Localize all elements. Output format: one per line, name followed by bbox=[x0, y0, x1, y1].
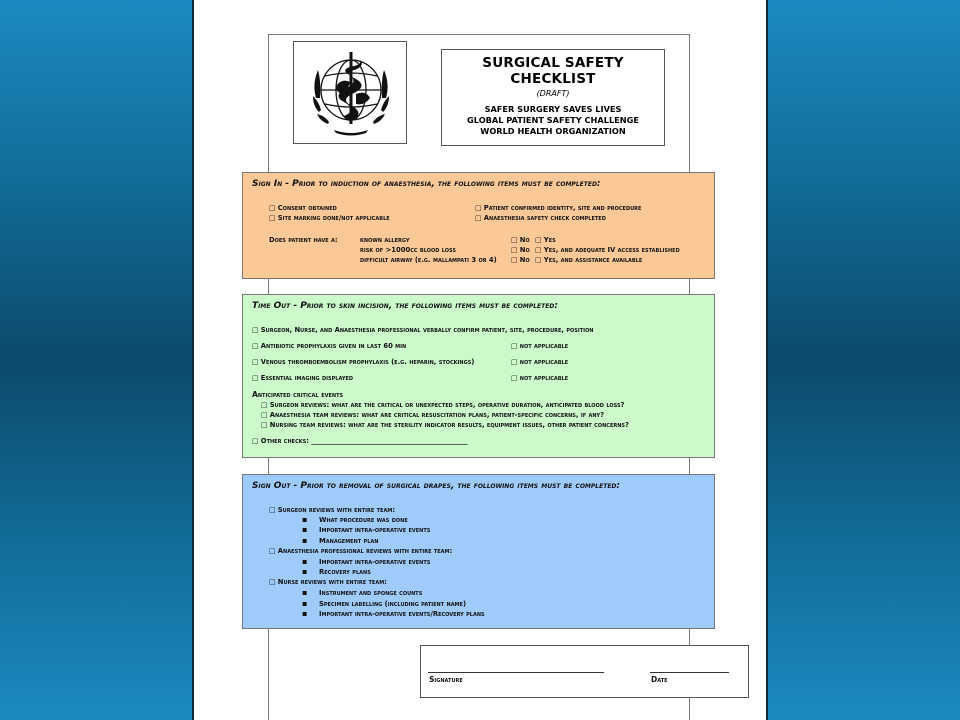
checkbox-item[interactable]: □ Venous thromboembolism prophylaxis (e.g. heparin, stockings) bbox=[252, 358, 475, 366]
checkbox-item[interactable]: □ Anaesthesia professional reviews with entire team: bbox=[269, 547, 453, 555]
bullet-icon: ▪ bbox=[302, 525, 308, 534]
list-item: Management plan bbox=[319, 537, 379, 545]
bullet-icon: ▪ bbox=[302, 567, 308, 576]
not-applicable-option[interactable]: □ not applicable bbox=[511, 358, 569, 366]
list-item: Important intra-operative events bbox=[319, 526, 431, 534]
list-item: Recovery plans bbox=[319, 568, 371, 576]
condition-label: difficult airway (e.g. mallampati 3 or 4) bbox=[360, 256, 497, 264]
emblem-box bbox=[293, 41, 407, 144]
sign-out-title: Sign Out - Prior to removal of surgical drapes, the following items must be completed: bbox=[252, 481, 620, 491]
not-applicable-option[interactable]: □ not applicable bbox=[511, 374, 569, 382]
checkbox-item[interactable]: □ Anaesthesia team reviews: what are critical resuscitation plans, patient-specific concerns, if any? bbox=[261, 411, 605, 419]
question-label: Does patient have a: bbox=[269, 236, 338, 244]
events-heading: Anticipated critical events bbox=[252, 390, 344, 399]
list-item: What procedure was done bbox=[319, 516, 408, 524]
checkbox-item[interactable]: □ Surgeon, Nurse, and Anaesthesia professional verbally confirm patient, site, procedure, position bbox=[252, 326, 594, 334]
signature-label: Signature bbox=[429, 675, 463, 684]
sign-in-section bbox=[242, 172, 715, 279]
time-out-section bbox=[242, 294, 715, 458]
checkbox-item[interactable]: □ Nurse reviews with entire team: bbox=[269, 578, 387, 586]
no-option[interactable]: □ No bbox=[511, 246, 530, 254]
yes-option[interactable]: □ Yes, and adequate IV access established bbox=[535, 246, 680, 254]
yes-option[interactable]: □ Yes bbox=[535, 236, 556, 244]
checklist-title: SURGICAL SAFETY CHECKLIST bbox=[482, 55, 624, 87]
sign-out-section bbox=[242, 474, 715, 629]
no-option[interactable]: □ No bbox=[511, 256, 530, 264]
checkbox-item[interactable]: □ Nursing team reviews: what are the sterility indicator results, equipment issues, other patient concerns? bbox=[261, 421, 629, 429]
bullet-icon: ▪ bbox=[302, 557, 308, 566]
subtitle-line: GLOBAL PATIENT SAFETY CHALLENGE bbox=[467, 115, 639, 125]
list-item: Important intra-operative events/Recovery plans bbox=[319, 610, 485, 618]
bullet-icon: ▪ bbox=[302, 536, 308, 545]
subtitle-line: WORLD HEALTH ORGANIZATION bbox=[480, 126, 626, 136]
checkbox-item[interactable]: □ Site marking done/not applicable bbox=[269, 214, 390, 222]
other-checks-field[interactable]: □ Other checks: ______________________________________________ bbox=[252, 437, 468, 445]
condition-label: known allergy bbox=[360, 236, 410, 244]
checkbox-item[interactable]: □ Anaesthesia safety check completed bbox=[475, 214, 606, 222]
sign-in-title: Sign In - Prior to induction of anaesthesia, the following items must be completed: bbox=[252, 179, 601, 189]
who-emblem-icon bbox=[304, 46, 398, 141]
list-item: Specimen labelling (including patient name) bbox=[319, 600, 467, 608]
subtitle bbox=[442, 104, 664, 137]
checkbox-item[interactable]: □ Surgeon reviews with entire team: bbox=[269, 506, 396, 514]
signature-box bbox=[420, 645, 749, 698]
date-line[interactable] bbox=[650, 672, 729, 673]
subtitle-line: SAFER SURGERY SAVES LIVES bbox=[484, 104, 622, 114]
checkbox-item[interactable]: □ Surgeon reviews: what are the critical or unexpected steps, operative duration, anticipated blood loss? bbox=[261, 401, 625, 409]
not-applicable-option[interactable]: □ not applicable bbox=[511, 342, 569, 350]
time-out-title: Time Out - Prior to skin incision, the following items must be completed: bbox=[252, 301, 558, 311]
checkbox-item[interactable]: □ Patient confirmed identity, site and procedure bbox=[475, 204, 642, 212]
list-item: Important intra-operative events bbox=[319, 558, 431, 566]
bullet-icon: ▪ bbox=[302, 515, 308, 524]
checkbox-item[interactable]: □ Essential imaging displayed bbox=[252, 374, 354, 382]
date-label: Date bbox=[651, 675, 668, 684]
checkbox-item[interactable]: □ Antibiotic prophylaxis given in last 60 min bbox=[252, 342, 407, 350]
bullet-icon: ▪ bbox=[302, 588, 308, 597]
draft-label: (DRAFT) bbox=[536, 89, 570, 98]
no-option[interactable]: □ No bbox=[511, 236, 530, 244]
checkbox-item[interactable]: □ Consent obtained bbox=[269, 204, 337, 212]
yes-option[interactable]: □ Yes, and assistance available bbox=[535, 256, 643, 264]
bullet-icon: ▪ bbox=[302, 599, 308, 608]
signature-line[interactable] bbox=[428, 672, 604, 673]
condition-label: risk of >1000cc blood loss bbox=[360, 246, 456, 254]
title-box bbox=[441, 49, 665, 146]
list-item: Instrument and sponge counts bbox=[319, 589, 423, 597]
bullet-icon: ▪ bbox=[302, 609, 308, 618]
